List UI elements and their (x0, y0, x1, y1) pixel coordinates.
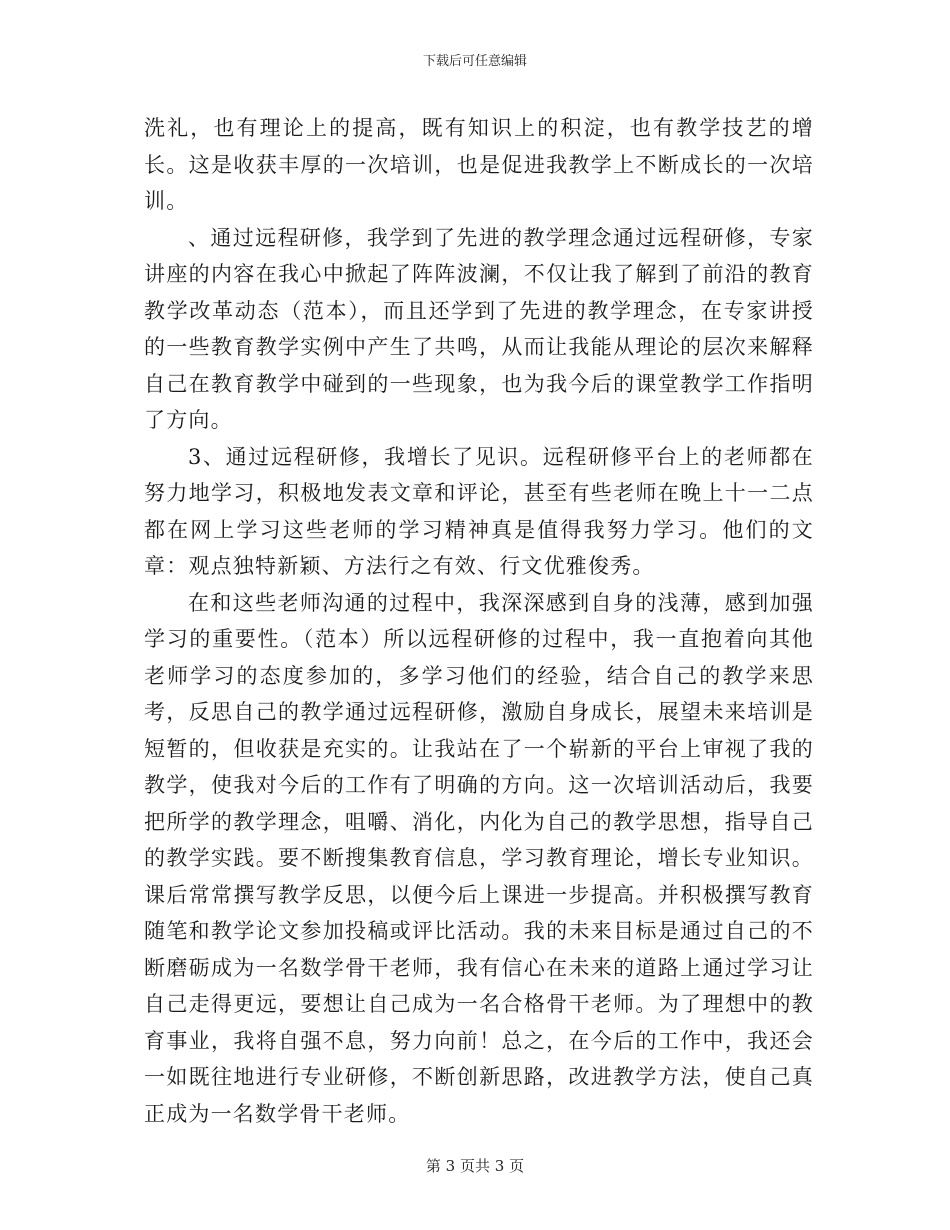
page-footer: 第 3 页共 3 页 (425, 1157, 525, 1175)
page-header: 下载后可任意编辑 (422, 54, 527, 69)
paragraph-remote-study-knowledge: 3、通过远程研修，我增长了见识。远程研修平台上的老师都在努力地学习，积极地发表文章和评论，甚至有些老师在晚上十一二点都在网上学习这些老师的学习精神真是值得我努力学习。他们的文章：观点独特新颖、方法行之有效、行文优雅俊秀。 (144, 444, 814, 578)
paragraph-continuation: 洗礼，也有理论上的提高，既有知识上的积淀，也有教学技艺的增长。这是收获丰厚的一次培训，也是促进我教学上不断成长的一次培训。 (144, 116, 814, 213)
paragraph-reflection-goals: 在和这些老师沟通的过程中，我深深感到自身的浅薄，感到加强学习的重要性。（范本）所以远程研修的过程中，我一直抱着向其他老师学习的态度参加的，多学习他们的经验，结合自己的教学来思考，反思自己的教学通过远程研修，激励自身成长，展望未来培训是短暂的，但收获是充实的。让我站在了一个崭新的平台上审视了我的教学，使我对今后的工作有了明确的方向。这一次培训活动后，我要把所学的教学理念，咀嚼、消化，内化为自己的教学思想，指导自己的教学实践。要不断搜集教育信息，学习教育理论，增长专业知识。课后常常撰写教学反思，以便今后上课进一步提高。并积极撰写教育随笔和教学论文参加投稿或评比活动。我的未来目标是通过自己的不断磨砺成为一名数学骨干老师，我有信心在未来的道路上通过学习让自己走得更远，要想让自己成为一名合格骨干老师。为了理想中的教育事业，我将自强不息，努力向前！总之，在今后的工作中，我还会一如既往地进行专业研修，不断创新思路，改进教学方法，使自己真正成为一名数学骨干老师。 (144, 590, 814, 1126)
paragraph-remote-study-concepts: 、通过远程研修，我学到了先进的教学理念通过远程研修，专家讲座的内容在我心中掀起了阵阵波澜，不仅让我了解到了前沿的教育教学改革动态（范本），而且还学到了先进的教学理念，在专家讲授的一些教育教学实例中产生了共鸣，从而让我能从理论的层次来解释自己在教育教学中碰到的一些现象，也为我今后的课堂教学工作指明了方向。 (144, 225, 814, 432)
document-body (144, 110, 814, 1132)
